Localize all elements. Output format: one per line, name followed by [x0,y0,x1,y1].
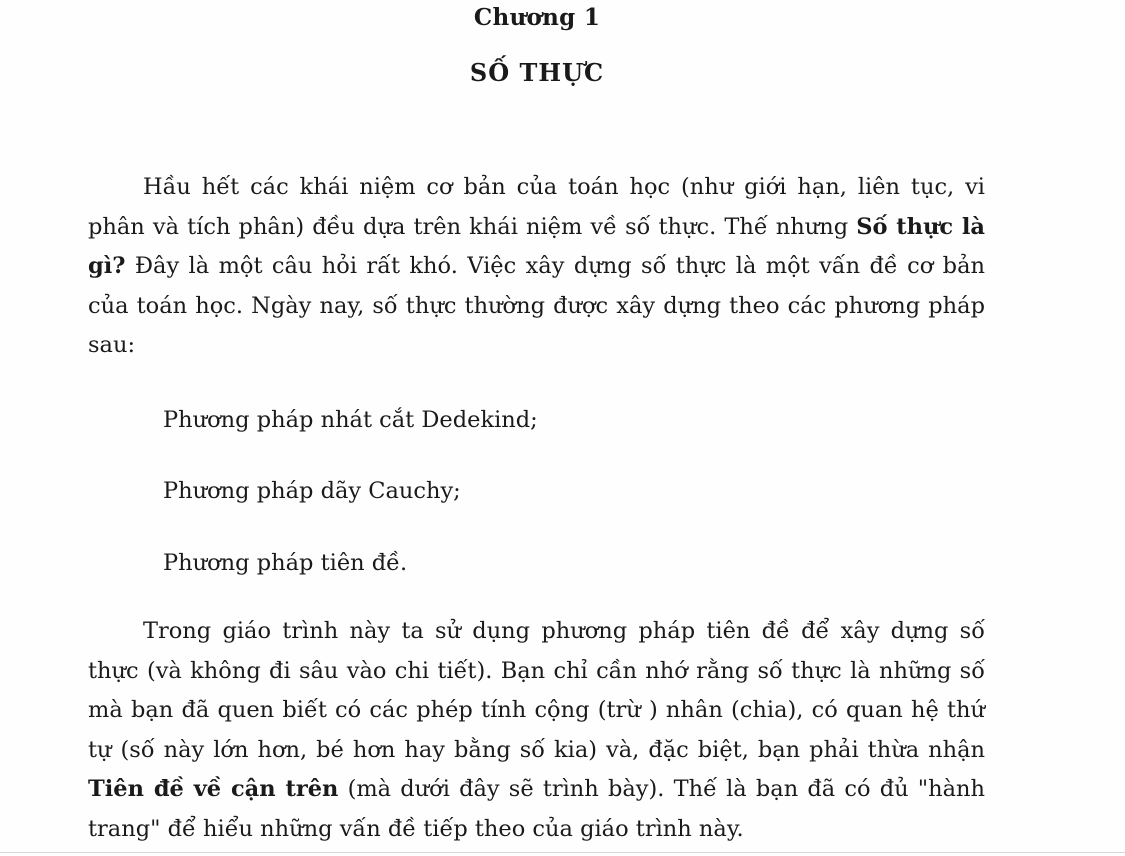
intro-text-start: Hầu hết các khái niệm cơ bản của toán học (như giới hạn, liên tục, vi phân và tích phân) đều dựa trên khái niệm về số thực. Thế nhưng [88,174,985,240]
approach-text-end: (mà dưới đây sẽ trình bày). Thế là bạn đã có đủ "hành trang" để hiểu những vấn đề tiếp theo của giáo trình này. [88,776,985,842]
intro-text-end: Đây là một câu hỏi rất khó. Việc xây dựng số thực là một vấn đề cơ bản của toán học. Ngày nay, số thực thường được xây dựng theo các phương pháp sau: [88,253,985,358]
intro-bold-question: Số thực là gì? [88,213,985,279]
approach-paragraph [88,612,985,849]
method-item-axiomatic: Phương pháp tiên đề. [163,550,408,576]
approach-text-start: Trong giáo trình này ta sử dụng phương pháp tiên đề để xây dựng số thực (và không đi sâu vào chi tiết). Bạn chỉ cần nhớ rằng số thực là những số mà bạn đã quen biết có các phép tính cộng (trừ ) nhân (chia), có quan hệ thứ tự (số này lớn hơn, bé hơn hay bằng số kia) và, đặc biệt, bạn phải thừa nhận [88,618,985,763]
intro-paragraph [88,168,985,366]
method-item-dedekind: Phương pháp nhát cắt Dedekind; [163,407,538,433]
page-bottom-divider [0,852,1125,853]
chapter-number: Chương 1 [473,4,601,31]
chapter-title: SỐ THỰC [469,58,605,87]
approach-bold-axiom: Tiên đề về cận trên [88,776,339,802]
method-item-cauchy: Phương pháp dãy Cauchy; [163,478,461,504]
